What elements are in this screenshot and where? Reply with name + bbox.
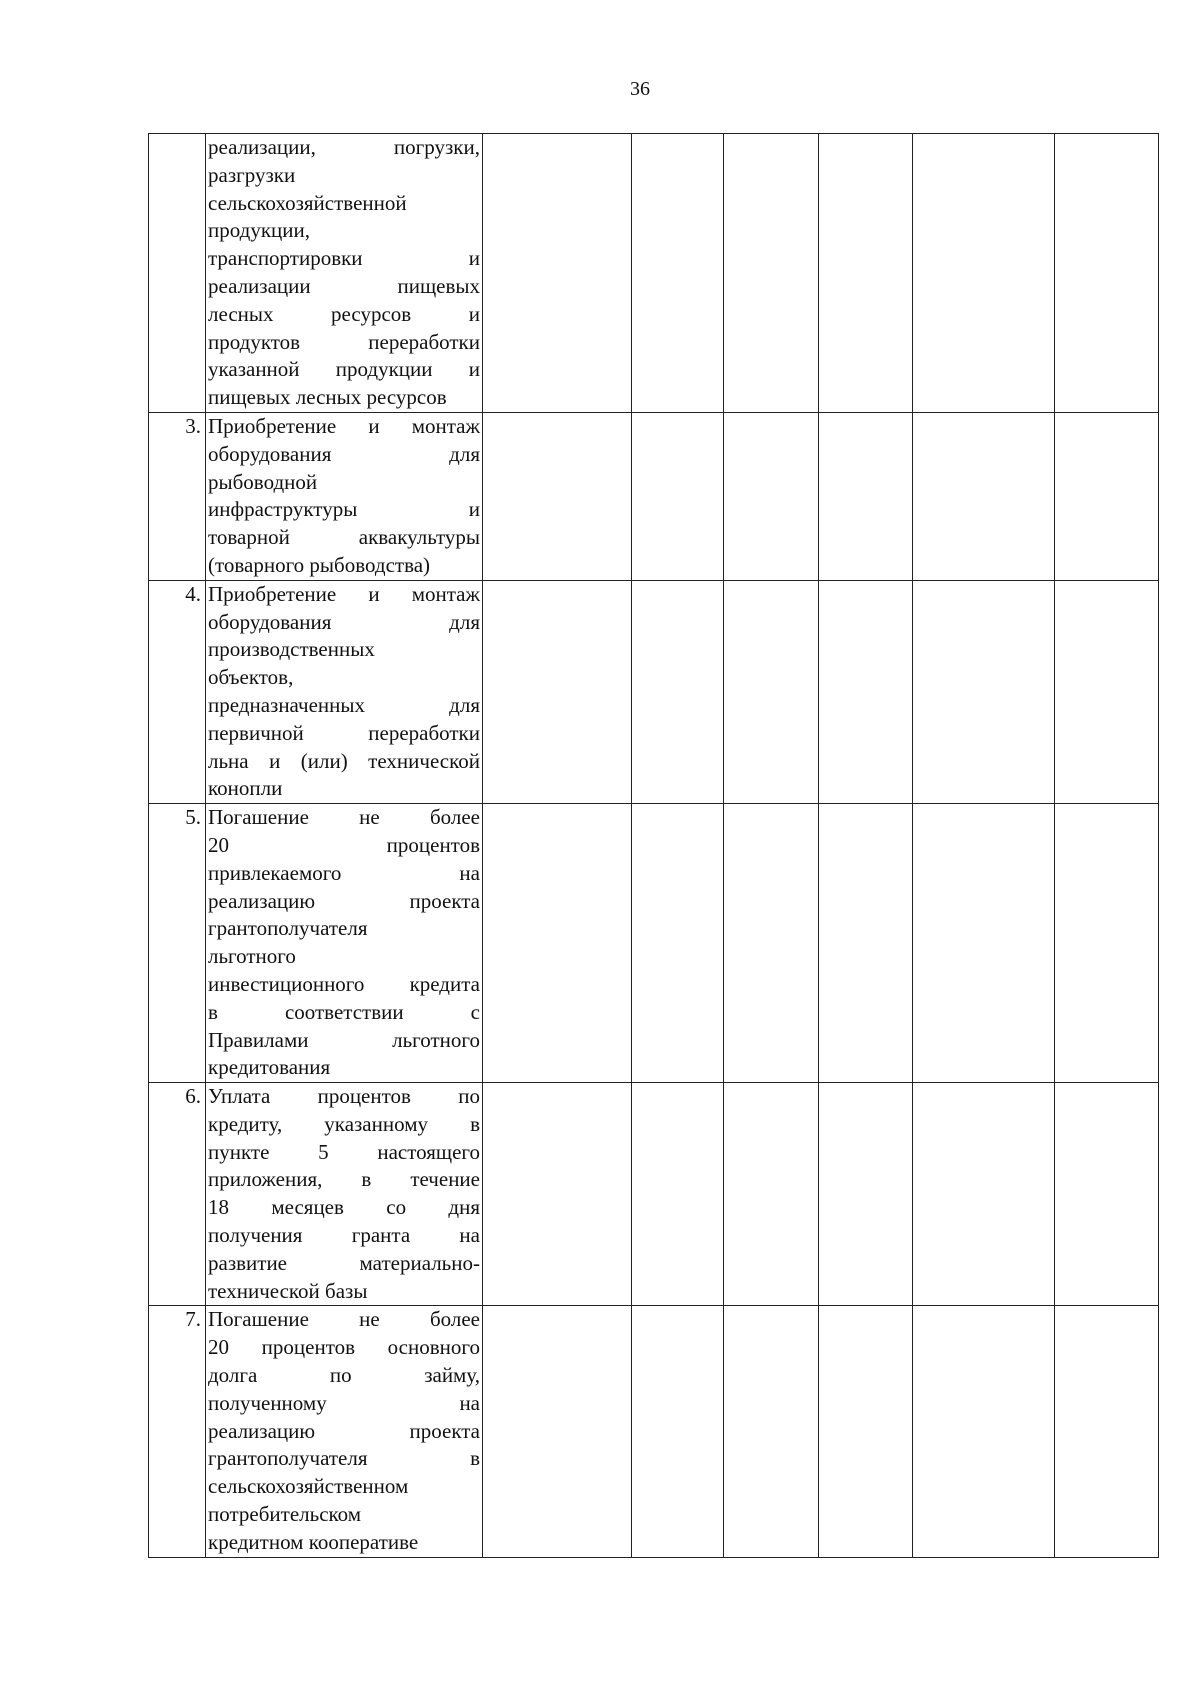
empty-cell bbox=[724, 134, 819, 413]
empty-cell bbox=[724, 580, 819, 803]
empty-cell bbox=[632, 134, 724, 413]
table-row bbox=[149, 412, 1159, 580]
row-description bbox=[206, 134, 483, 413]
page-number: 36 bbox=[630, 78, 650, 100]
empty-cell bbox=[819, 1083, 913, 1306]
empty-cell bbox=[1055, 1083, 1159, 1306]
empty-cell bbox=[632, 412, 724, 580]
row-number: 5. bbox=[149, 804, 206, 1083]
description-line: реализацию проекта bbox=[208, 1418, 480, 1443]
row-number: 3. bbox=[149, 412, 206, 580]
empty-cell bbox=[819, 134, 913, 413]
description-line: привлекаемого на bbox=[208, 860, 480, 885]
empty-cell bbox=[632, 1306, 724, 1557]
description-line: реализации, погрузки, bbox=[208, 135, 480, 159]
description-line: полученному на bbox=[208, 1390, 480, 1415]
description-line: предназначенных для bbox=[208, 692, 480, 717]
description-line: Уплата процентов по bbox=[208, 1084, 480, 1109]
empty-cell bbox=[483, 134, 632, 413]
empty-cell bbox=[913, 134, 1055, 413]
description-line: производственных bbox=[208, 637, 375, 662]
table-row bbox=[149, 134, 1159, 413]
empty-cell bbox=[819, 580, 913, 803]
empty-cell bbox=[913, 1083, 1055, 1306]
description-line: долга по займу, bbox=[208, 1363, 480, 1388]
empty-cell bbox=[1055, 804, 1159, 1083]
description-line: льготного bbox=[208, 944, 296, 969]
empty-cell bbox=[913, 804, 1055, 1083]
row-description bbox=[206, 412, 483, 580]
description-line: сельскохозяйственном bbox=[208, 1474, 409, 1499]
description-line: в соответствии с bbox=[208, 999, 480, 1024]
description-line: Приобретение и монтаж bbox=[208, 581, 480, 606]
empty-cell bbox=[819, 804, 913, 1083]
description-line: оборудования для bbox=[208, 441, 480, 466]
expense-table-body bbox=[149, 134, 1159, 1558]
empty-cell bbox=[724, 412, 819, 580]
description-line: приложения, в течение bbox=[208, 1167, 480, 1192]
description-line: продукции, bbox=[208, 218, 310, 243]
description-line: разгрузки bbox=[208, 162, 296, 187]
description-line: сельскохозяйственной bbox=[208, 190, 407, 215]
description-line: пункте 5 настоящего bbox=[208, 1139, 480, 1164]
description-line: рыбоводной bbox=[208, 469, 318, 494]
empty-cell bbox=[632, 580, 724, 803]
description-line: кредитном кооперативе bbox=[208, 1529, 419, 1554]
empty-cell bbox=[724, 1083, 819, 1306]
description-line: грантополучателя bbox=[208, 916, 368, 941]
description-line: пищевых лесных ресурсов bbox=[208, 385, 447, 410]
empty-cell bbox=[483, 804, 632, 1083]
description-line: Погашение не более bbox=[208, 805, 480, 830]
description-line: 20 процентов bbox=[208, 832, 480, 857]
description-line: реализацию проекта bbox=[208, 888, 480, 913]
table-row bbox=[149, 804, 1159, 1083]
description-line: кредитования bbox=[208, 1055, 331, 1080]
row-number bbox=[149, 134, 206, 413]
description-line: технической базы bbox=[208, 1278, 368, 1303]
empty-cell bbox=[483, 1083, 632, 1306]
description-line: конопли bbox=[208, 776, 283, 801]
description-line: 18 месяцев со дня bbox=[208, 1195, 480, 1220]
description-line: лесных ресурсов и bbox=[208, 301, 480, 326]
empty-cell bbox=[483, 580, 632, 803]
description-line: объектов, bbox=[208, 665, 294, 690]
description-line: (товарного рыбоводства) bbox=[208, 552, 431, 577]
row-number: 7. bbox=[149, 1306, 206, 1557]
empty-cell bbox=[819, 1306, 913, 1557]
description-line: развитие материально- bbox=[208, 1250, 480, 1275]
description-line: транспортировки и bbox=[208, 246, 480, 271]
description-line: оборудования для bbox=[208, 609, 480, 634]
description-line: Приобретение и монтаж bbox=[208, 413, 480, 438]
empty-cell bbox=[1055, 580, 1159, 803]
table-row bbox=[149, 580, 1159, 803]
description-line: инвестиционного кредита bbox=[208, 971, 480, 996]
description-line: реализации пищевых bbox=[208, 273, 480, 298]
table-row bbox=[149, 1083, 1159, 1306]
row-number: 6. bbox=[149, 1083, 206, 1306]
description-line: указанной продукции и bbox=[208, 357, 480, 382]
description-line: 20 процентов основного bbox=[208, 1335, 480, 1360]
description-line: Погашение не более bbox=[208, 1307, 480, 1332]
row-number: 4. bbox=[149, 580, 206, 803]
empty-cell bbox=[1055, 412, 1159, 580]
empty-cell bbox=[483, 1306, 632, 1557]
row-description bbox=[206, 1306, 483, 1557]
description-line: льна и (или) технической bbox=[208, 748, 480, 773]
description-line: первичной переработки bbox=[208, 720, 480, 745]
row-description bbox=[206, 804, 483, 1083]
description-line: потребительском bbox=[208, 1502, 362, 1527]
empty-cell bbox=[632, 804, 724, 1083]
empty-cell bbox=[819, 412, 913, 580]
row-description bbox=[206, 1083, 483, 1306]
empty-cell bbox=[724, 804, 819, 1083]
description-line: Правилами льготного bbox=[208, 1027, 480, 1052]
description-line: инфраструктуры и bbox=[208, 497, 480, 522]
description-line: продуктов переработки bbox=[208, 329, 480, 354]
row-description bbox=[206, 580, 483, 803]
description-line: кредиту, указанному в bbox=[208, 1111, 480, 1136]
empty-cell bbox=[1055, 1306, 1159, 1557]
empty-cell bbox=[913, 1306, 1055, 1557]
table-row bbox=[149, 1306, 1159, 1557]
empty-cell bbox=[483, 412, 632, 580]
empty-cell bbox=[913, 580, 1055, 803]
empty-cell bbox=[632, 1083, 724, 1306]
empty-cell bbox=[913, 412, 1055, 580]
empty-cell bbox=[724, 1306, 819, 1557]
description-line: грантополучателя в bbox=[208, 1446, 480, 1471]
empty-cell bbox=[1055, 134, 1159, 413]
description-line: получения гранта на bbox=[208, 1223, 480, 1248]
expense-table bbox=[148, 133, 1159, 1558]
description-line: товарной аквакультуры bbox=[208, 525, 480, 550]
